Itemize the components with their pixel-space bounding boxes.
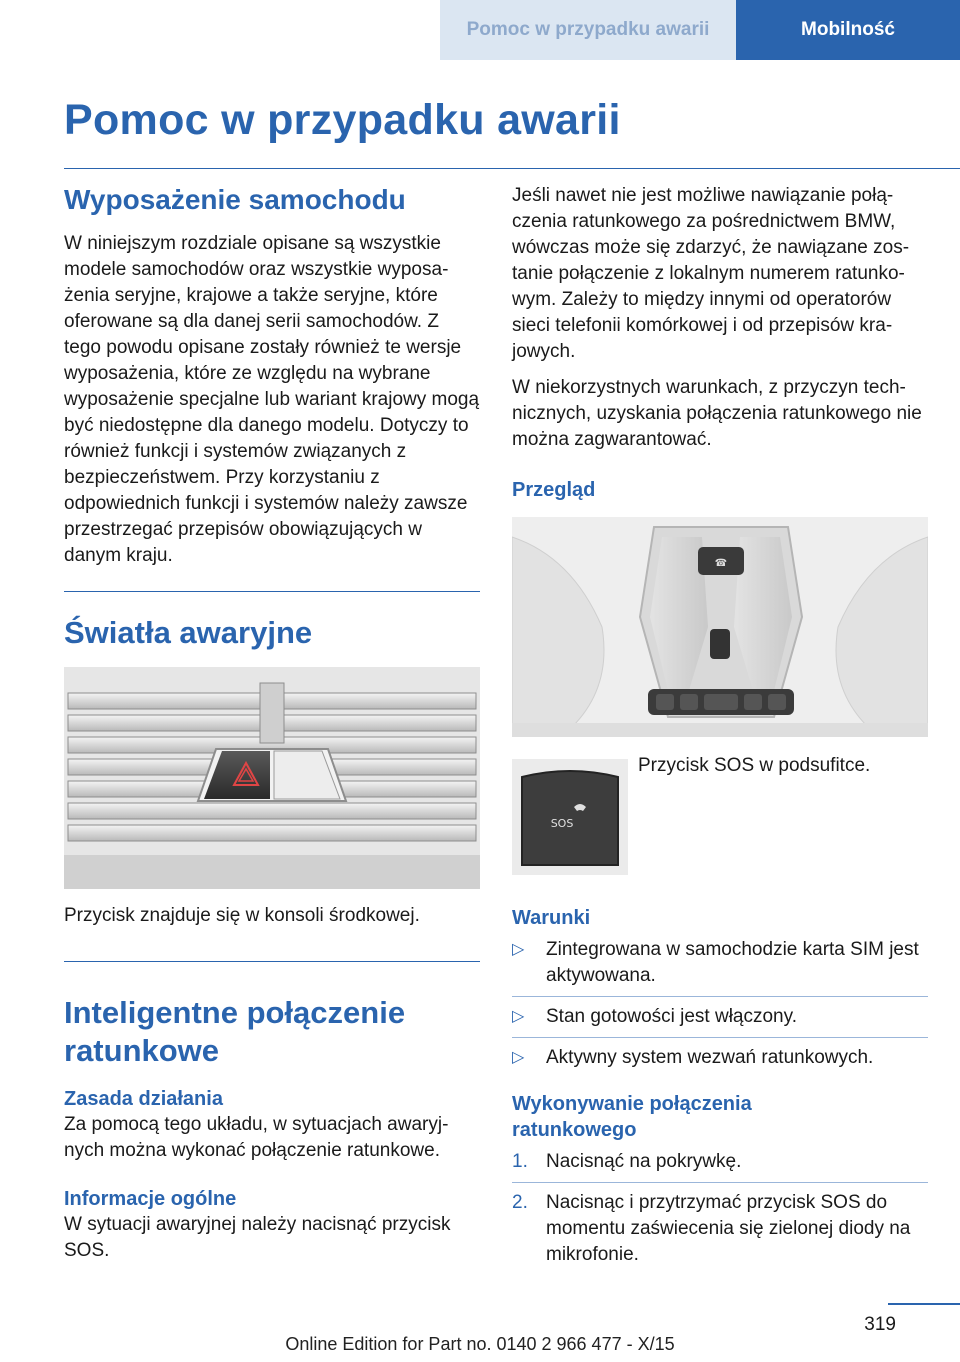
condition-text: Zintegrowana w samochodzie karta SIM jest aktywowana. [546,939,919,986]
principle-text: Za pomocą tego układu, w sytuacjach awaryjnych można wykonać połączenie ratunkowe. [64,1114,449,1161]
hazard-console-illustration [64,667,480,889]
section-rule [64,961,480,962]
making-call-heading: Wykonywanie połączenia ratunkowego [512,1093,752,1141]
list-item [512,1190,928,1268]
hazard-button-image [64,667,480,889]
principle-heading: Zasada działania [64,1088,223,1110]
chapter-tab: Mobilność [736,0,960,60]
section-rule [64,591,480,592]
svg-text:☎: ☎ [714,558,728,569]
list-item [512,937,928,989]
sos-detail [512,755,928,875]
list-divider [512,1182,928,1183]
page-number: 319 [864,1314,896,1335]
equipment-heading: Wyposażenie samochodu [64,184,406,215]
unfavorable-conditions-text: W niekorzystnych warunkach, z przyczyn technicznych, uzyskania połączenia ratunkowego nie można zagwarantować. [512,377,922,450]
hazard-caption: Przycisk znajduje się w konsoli środkowej. [64,905,420,926]
hazard-heading: Światła awaryjne [64,615,313,650]
title-rule [64,168,960,169]
step-text: Nacisnąc i przytrzymać przycisk SOS do momentu zaświecenia się zielonej diody na mikrofonie. [546,1192,911,1265]
step-text: Nacisnąć na pokrywkę. [546,1151,742,1172]
overhead-console-image [512,517,928,737]
sos-button-label: SOS [550,817,574,830]
bullet-triangle-icon: ▷ [512,1008,525,1025]
list-item [512,1149,928,1175]
list-divider [512,1037,928,1038]
page-title: Pomoc w przypadku awarii [64,96,621,144]
equipment-text: W niniejszym rozdziale opisane są wszystkie modele samochodów oraz wszystkie wyposażenia seryjne, krajowe a także seryjne, które oferowane są dla danej serii samochodów. Z tego powodu opisane zostały również te wersje wyposażenia, które ze względu na wybrane wyposażenie specjalne lub wariant krajowy mogą być niedostępne dla danego modelu. Dotyczy to również funkcji i systemów związanych z bezpieczeństwem. Przy korzystaniu z odpowiednich funkcji i systemów należy zawsze przestrzegać przepisów obowiązujących w danym kraju. [64,233,480,566]
emergency-call-heading: Inteligentne połączenie ratunkowe [64,995,406,1068]
condition-text: Aktywny system wezwań ratunkowych. [546,1047,874,1068]
overhead-console-illustration [512,517,928,737]
footer-text: Online Edition for Part no. 0140 2 966 477 - X/15 [285,1334,675,1354]
step-number: 2. [512,1192,528,1213]
list-divider [512,996,928,997]
list-item [512,1004,928,1030]
conditions-heading: Warunki [512,907,591,929]
right-column [512,183,928,1268]
steps-list [512,1149,928,1268]
bullet-triangle-icon: ▷ [512,1049,525,1066]
sos-caption: Przycisk SOS w podsufitce. [638,755,871,776]
general-info-heading: Informacje ogólne [64,1188,237,1210]
conditions-list [512,937,928,1071]
step-number: 1. [512,1151,528,1172]
intro-text: Jeśli nawet nie jest możliwe nawiązanie połączenia ratunkowego za pośrednictwem BMW, wówczas może się zdarzyć, że nawiązane zostanie połączenie z lokalnym numerem ratunkowym. Zależy to między innymi od operatorów sieci telefonii komórkowej i od przepisów krajowych. [512,185,910,362]
left-column [64,183,480,1264]
list-item [512,1045,928,1071]
sos-button-illustration [512,759,628,875]
page-number-rule [888,1303,960,1305]
section-tab: Pomoc w przypadku awarii [440,0,736,60]
general-info-text: W sytuacji awaryjnej należy nacisnąć przycisk SOS. [64,1214,451,1261]
overview-heading: Przegląd [512,479,596,501]
sos-button-image [512,759,628,875]
condition-text: Stan gotowości jest włączony. [546,1006,797,1027]
bullet-triangle-icon: ▷ [512,941,525,958]
